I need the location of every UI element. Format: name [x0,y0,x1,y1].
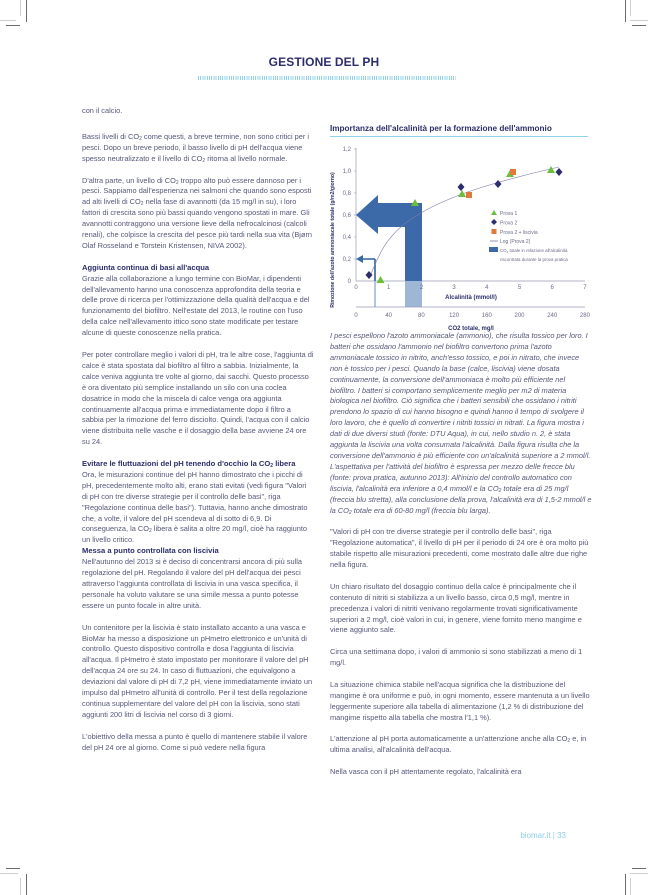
svg-text:0: 0 [347,279,351,285]
legend [489,210,568,262]
section-heading: Evitare le fluttuazioni del pH tenendo d'occhio la $CO_2$ libera [82,459,296,470]
svg-text:160: 160 [481,313,492,319]
crop-mark [630,20,648,21]
x2-ticks [354,313,590,319]
svg-text:0: 0 [354,313,358,319]
crop-mark [625,0,626,22]
left-column [82,106,314,764]
page-footer: biomar.it | 33 [520,831,566,840]
svg-text:5: 5 [517,285,522,291]
paragraph: Nell'autunno del 2013 si è deciso di concentrarsi ancora di più sulla regolazione del pH. Regolando il valore del pH dell'acqua dei pesci attraverso l'aggiunta controllata di liscivia in una vasca specifica, il personale ha voluto valutare se una simile messa a punto potesse essere un punto focale in altre unità. [82,557,302,610]
page-title: GESTIONE DEL PH [268,55,380,69]
y-ticks [343,147,352,285]
paragraph: Circa una settimana dopo, i valori di ammonio si sono stabilizzati a meno di 1 mg/l. [330,647,583,668]
svg-text:Prova 2: Prova 2 [500,220,518,227]
svg-text:CO2 totale in relazione all'al: $CO_2$ totale in relazione all'alcalinità [500,248,568,254]
svg-text:4: 4 [485,285,489,291]
paragraph: D'altra parte, un livello di $CO_2$ troppo alto può essere dannoso per i pesci. Sappiamo dall'esperienza nei salmoni che quando sono esposti ad alti livelli di $CO_2$ nella fase di avannotti (da 15 mg/l in su), i loro fattori di crescita sono più bassi quando vengono spostati in mare. Gli avannotti contraggono una versione lieve della nefrocalcinosi (calcoli renali), che colpisce la crescita del pesce più tardi nella sua vita (Bjørn Olaf Rosseland e Torstein Kristensen, NIVA 2002). [82,175,313,250]
title-divider [198,76,456,80]
svg-text:Prova 2 + liscivia: Prova 2 + liscivia [500,230,538,236]
svg-text:0,6: 0,6 [342,213,351,219]
svg-text:80: 80 [418,313,425,319]
svg-text:0,4: 0,4 [342,235,351,241]
svg-text:0,8: 0,8 [342,191,351,197]
crop-mark [0,20,16,21]
crop-mark [20,878,21,895]
crop-mark [6,25,20,26]
chart-caption: I pesci espellono l'azoto ammoniacale (ammonio), che risulta tossico per loro. I batteri che ossidano l'ammonio nel biofiltro convertono prima l'azoto ammoniacale tossico in nitrito, anch'esso tossico, e poi in nitrato, che invece non è tossico per i pesci. Quando la base (calce, liscivia) viene dosata continuamente, la conversione dell'ammoniaca è molto più efficiente nel biofiltro. I batteri si comportano semplicemente meglio per m2 di materia biologica nel biofiltro. Ciò significa che i batteri sensibili che ossidano i nitriti prendono lo spazio di cui hanno bisogno e quindi hanno il tempo di svolgere il loro lavoro, che è quello di convertire i nitriti tossici in nitrati. La figura mostra i dati di due diversi studi (fonte: DTU Aqua), in cui, nello studio n. 2, è stata aggiunta la liscivia una volta consumata l'alcalinità. Dalla figura risulta che la conversione dell'ammonio è più efficiente con un'alcalinità superiore a 2 mmol/l. L'aspettativa per l'attività del biofiltro è espressa per mezzo delle frecce blu (fonte: prova pratica, autunno 2013): All'inizio del controllo automatico con liscivia, l'alcalinità era inferiore a 0,4 mmol/l e la $CO_2$ totale era di 25 mg/l (freccia blu stretta), alla conclusione della prova, l'alcalinità era di 1,5-2 mmol/l e la $CO_2$ totale era di 60-80 mg/l (freccia blu larga). [330,331,592,516]
svg-text:240: 240 [547,313,558,319]
section-heading: Messa a punto controllata con liscivia [82,546,219,556]
paragraph: Grazie alla collaborazione a lungo termine con BioMar, i dipendenti dell'allevamento hanno una conoscenza approfondita della teoria e delle prove di ricerca per l'ottimizzazione della qualità dell'acqua e del funzionamento del biofiltro. Nell'estate del 2013, le routine con l'uso della calce nell'allevamento ittico sono state modificate per testare alcune di queste conoscenze nella pratica. [82,273,310,338]
svg-text:1: 1 [387,285,391,291]
intro-text: con il calcio. [82,106,123,115]
paragraph: Ora, le misurazioni continue del pH hanno dimostrato che i picchi di pH, precedentemente molto alti, erano stati evitati (vedi figura "Valori di pH con tre diverse strategie per il controllo delle basi", riga "Regolazione continua delle basi"). Tuttavia, hanno anche dimostrato che, a volte, il valore del pH scendeva al di sotto di 6,9. Di conseguenza, la $CO_2$ libera è salita a oltre 20 mg/l, cioè ha raggiunto un livello critico. [82,469,308,545]
paragraph: Un contenitore per la liscivia è stato installato accanto a una vasca e BioMar ha messo a disposizione un pHmetro elettronico e un'unità di controllo. Questo dispositivo controlla e dosa l'aggiunta di liscivia all'acqua. Il pHmetro è stato impostato per monitorare il valore del pH dell'acqua 24 ore su 24. In caso di fluttuazioni, che equivalgono a deviazioni dal valore di pH di 7,2 pH, viene immediatamente inviato un impulso dal pHmetro all'unità di controllo. Per il test della regolazione continua supplementare del valore del pH con la liscivia, sono stati aggiunti 200 litri di liscivia nel corso di 3 giorni. [82,622,313,719]
paragraph: Per poter controllare meglio i valori di pH, tra le altre cose, l'aggiunta di calce è stata spostata dal biofiltro al filtro a sabbia. Inizialmente, la calce veniva aggiunta tre volte al giorno, dai sacchi. Questo processo è ora diventato più semplice installando un silo con una coclea dosatrice in modo che la miscela di calce venga ora aggiunta continuamente all'acqua prima e immediatamente dopo il filtro a sabbia per la rimozione del ferro disciolto. Quindi, l'acqua con il calcio viene distribuita nelle vasche e il dosaggio della base avviene 24 ore su 24. [82,349,314,447]
x2-axis-label: CO2 totale, mg/l [448,326,494,332]
paragraph: Bassi livelli di $CO_2$ come questi, a breve termine, non sono critici per i pesci. Dopo un breve periodo, il basso livello di pH dell'acqua viene spesso neutralizzato e il livello di $CO_2$ ritorna al livello normale. [82,131,310,164]
paragraph: L'attenzione al pH porta automaticamente a un'attenzione anche alla $CO_2$ e, in ultima analisi, all'alcalinità dell'acqua. [330,734,587,755]
svg-text:0: 0 [354,285,358,291]
x-ticks [354,285,587,291]
right-column [330,331,592,789]
svg-text:riscontrata durante la prova p: riscontrata durante la prova pratica [500,257,568,262]
svg-text:6: 6 [550,285,554,291]
svg-text:Log (Prova 2): Log (Prova 2) [500,239,531,245]
svg-text:Prova 1: Prova 1 [500,211,518,217]
svg-text:Rimozione dell'azoto ammoniaca: Rimozione dell'azoto ammoniacale totale (g/m2/giorno) [330,172,336,308]
svg-text:0,2: 0,2 [342,257,351,263]
svg-text:40: 40 [385,313,393,319]
crop-mark [630,873,648,874]
section-heading: Aggiunta continua di basi all'acqua [82,262,210,272]
crop-mark [630,878,631,895]
paragraph: Un chiaro risultato del dosaggio continuo della calce è principalmente che il contenuto di nitriti si stabilizza a un livello basso, circa 0,5 mg/l, mentre in precedenza i valori di nitriti venivano regolarmente trovati significativamente superiori a 2 mg/l, cioè valori in cui, in genere, viene fornito meno mangime e viene aggiunto sale. [330,581,582,635]
svg-text:1,2: 1,2 [342,147,351,153]
svg-text:120: 120 [449,313,460,319]
svg-text:1,0: 1,0 [342,169,351,175]
paragraph: "Valori di pH con tre diverse strategie per il controllo delle basi", riga "Regolazione automatica", il livello di pH per il periodo di 24 ore è ora molto più stabile rispetto alle misurazioni precedenti, come mostrato dalle altre due righe nella figura. [330,527,589,570]
svg-text:2: 2 [419,285,424,291]
svg-text:280: 280 [579,313,590,319]
paragraph: Nella vasca con il pH attentamente regolato, l'alcalinità era [330,767,522,777]
svg-text:3: 3 [452,285,456,291]
crop-mark [632,868,646,869]
crop-mark [20,0,21,16]
crop-mark [0,873,18,874]
crop-mark [625,874,626,895]
crop-mark [632,25,646,26]
paragraph: L'obiettivo della messa a punto è quello di mantenere stabile il valore del pH 24 ore al giorno. Come si può vedere nella figura [82,731,308,752]
paragraph: La situazione chimica stabile nell'acqua significa che la distribuzione del mangime è ora uniforme e può, in ogni momento, essere mantenuta a un livello leggermente superiore alla tabella di alimentazione (1,2 % di distribuzione del mangime rispetto alla tabella che mostra l'1,1 %). [330,679,590,722]
svg-text:7: 7 [583,285,587,291]
alkalinity-chart [326,140,592,332]
x-axis-label: Alcalinità (mmol/l) [445,295,497,301]
svg-text:200: 200 [514,313,525,319]
y-axis-label [330,172,336,308]
crop-mark [26,874,27,895]
crop-mark [630,0,631,16]
crop-mark [6,868,20,869]
chart-title: Importanza dell'alcalinità per la formazione dell'ammonio [330,124,588,137]
crop-mark [26,0,27,22]
